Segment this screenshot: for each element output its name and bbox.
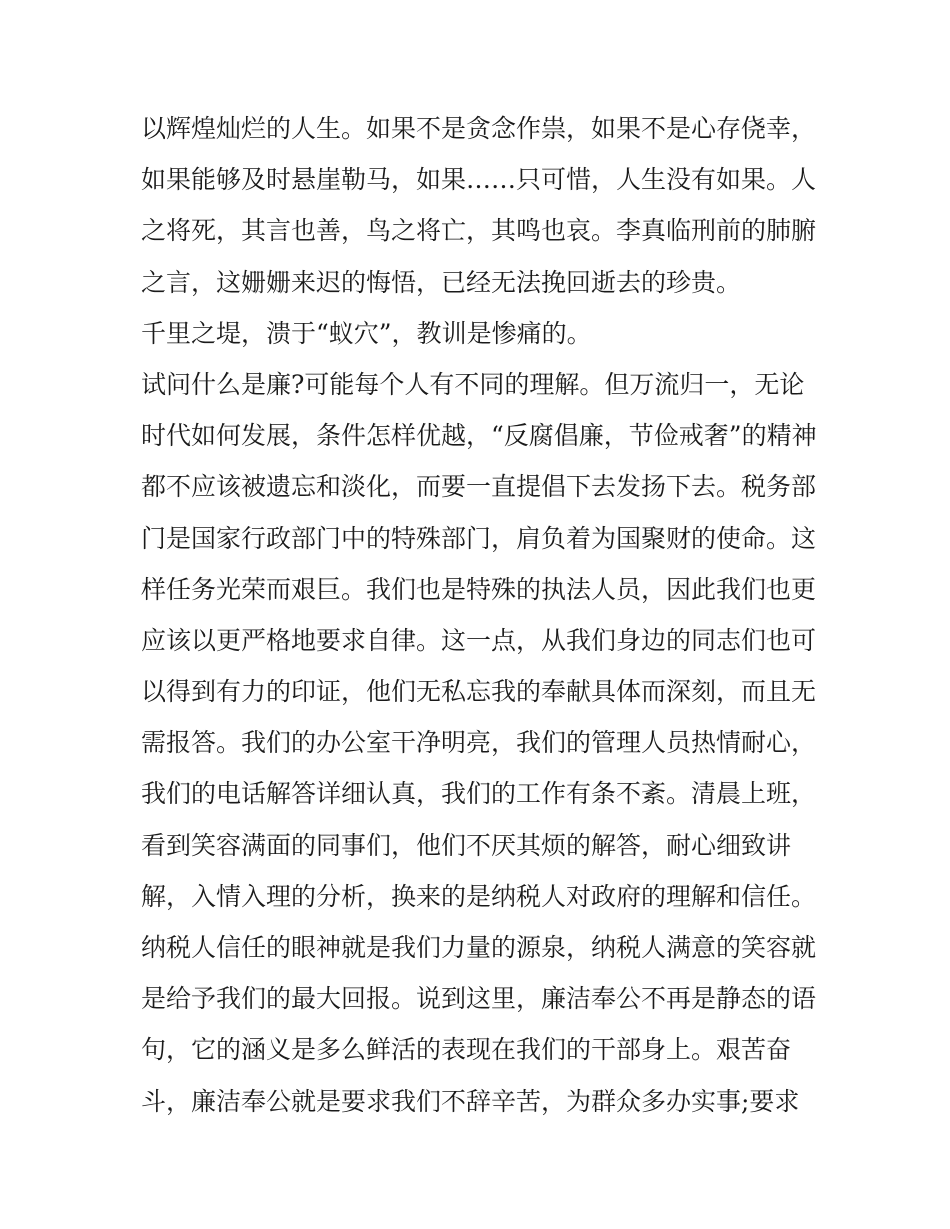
text-line: 都不应该被遗忘和淡化，而要一直提倡下去发扬下去。税务部 <box>141 472 817 502</box>
text-line: 门是国家行政部门中的特殊部门，肩负着为国聚财的使命。这 <box>141 523 817 553</box>
text-line: 时代如何发展，条件怎样优越，“反腐倡廉，节俭戒奢”的精神 <box>141 421 817 451</box>
text-line: 以辉煌灿烂的人生。如果不是贪念作祟，如果不是心存侥幸， <box>141 114 817 143</box>
text-line: 应该以更严格地要求自律。这一点，从我们身边的同志们也可 <box>141 625 817 655</box>
text-line: 如果能够及时悬崖勒马，如果……只可惜，人生没有如果。人 <box>141 165 817 195</box>
text-line: 试问什么是廉?可能每个人有不同的理解。但万流归一，无论 <box>141 369 805 399</box>
text-line: 是给予我们的最大回报。说到这里，廉洁奉公不再是静态的语 <box>141 984 817 1014</box>
text-line: 句，它的涵义是多么鲜活的表现在我们的干部身上。艰苦奋 <box>141 1035 792 1065</box>
text-line: 千里之堤，溃于“蚁穴”，教训是惨痛的。 <box>141 318 592 348</box>
text-line: 我们的电话解答详细认真，我们的工作有条不紊。清晨上班， <box>141 779 817 809</box>
text-line: 需报答。我们的办公室干净明亮，我们的管理人员热情耐心， <box>141 728 817 758</box>
body-text <box>141 103 821 1127</box>
text-line: 解，入情入理的分析，换来的是纳税人对政府的理解和信任。 <box>141 881 817 911</box>
text-line: 斗，廉洁奉公就是要求我们不辞辛苦，为群众多办实事;要求 <box>141 1086 800 1116</box>
text-line: 纳税人信任的眼神就是我们力量的源泉，纳税人满意的笑容就 <box>141 933 817 962</box>
text-line: 以得到有力的印证，他们无私忘我的奉献具体而深刻，而且无 <box>141 677 817 707</box>
text-line: 看到笑容满面的同事们，他们不厌其烦的解答，耐心细致讲 <box>141 830 792 860</box>
text-line: 样任务光荣而艰巨。我们也是特殊的执法人员，因此我们也更 <box>141 574 817 604</box>
text-line: 之言，这姗姗来迟的悔悟，已经无法挽回逝去的珍贵。 <box>141 267 742 297</box>
text-line: 之将死，其言也善，鸟之将亡，其鸣也哀。李真临刑前的肺腑 <box>141 216 817 246</box>
